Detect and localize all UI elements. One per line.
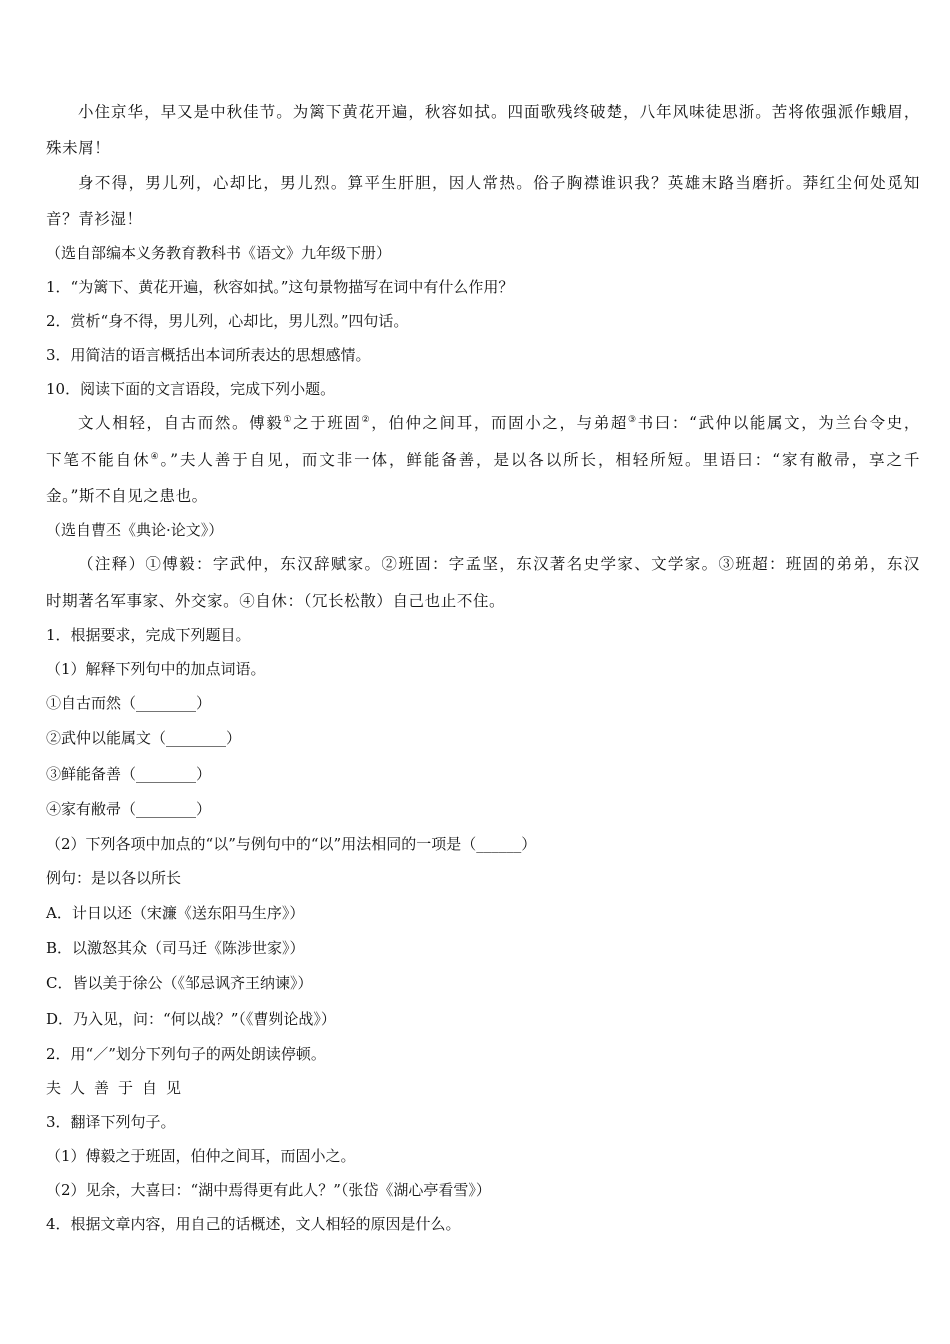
subquestion-3: 3．翻译下列句子。 [46,1113,176,1131]
fill-blank-item: ④家有敝帚（________） [46,800,212,818]
poem-source: （选自部编本义务教育教科书《语文》九年级下册） [46,244,392,262]
poem-line: 身不得，男儿列，心却比，男儿烈。算平生肝胆，因人常热。俗子胸襟谁识我？英雄末路当磨折。莽红尘何处觅知 [78,174,920,192]
example-sentence: 例句：是以各以所长 [46,869,182,887]
option-d: D．乃入见，问：“何以战？”（《曹刿论战》） [46,1010,336,1028]
translate-item: （1）傅毅之于班固，伯仲之间耳，而固小之。 [46,1147,356,1165]
passage-line: 文人相轻，自古而然。傅毅①之于班固②，伯仲之间耳，而固小之，与弟超③书曰：“武仲以能属文，为兰台令史， [78,414,920,432]
passage-line: 金。”斯不自见之患也。 [46,487,208,505]
notes-line: 时期著名军事家、外交家。④自休：（冗长松散）自己也止不住。 [46,592,506,610]
question-9-1: 1．“为篱下、黄花开遍，秋容如拭。”这句景物描写在词中有什么作用？ [46,278,514,296]
subquestion-2: 2．用“／”划分下列句子的两处朗读停顿。 [46,1045,326,1063]
pause-sentence: 夫人善于自见 [46,1079,191,1097]
subquestion-4: 4．根据文章内容，用自己的话概述，文人相轻的原因是什么。 [46,1215,461,1233]
passage-line: 下笔不能自休④。”夫人善于自见，而文非一体，鲜能备善，是以各以所长，相轻所短。里语曰：“家有敝帚，享之千 [46,451,920,469]
translate-item: （2）见余，大喜曰：“湖中焉得更有此人？”（张岱《湖心亭看雪》） [46,1181,491,1199]
question-9-2: 2．赏析“身不得，男儿列，心却比，男儿烈。”四句话。 [46,312,409,330]
passage-source: （选自曹丕《典论·论文》） [46,521,224,539]
option-a: A．计日以还（宋濂《送东阳马生序》） [46,904,305,922]
poem-line: 殊未屑！ [46,139,111,157]
poem-line: 音？青衫湿！ [46,210,143,228]
fill-blank-item: ①自古而然（________） [46,694,212,712]
subquestion-1-1: （1）解释下列句中的加点词语。 [46,660,266,678]
poem-line: 小住京华，早又是中秋佳节。为篱下黄花开遍，秋容如拭。四面歌残终破楚，八年风味徒思浙。苦将侬强派作蛾眉， [78,103,920,121]
question-10-heading: 10．阅读下面的文言语段，完成下列小题。 [46,380,336,398]
fill-blank-item: ②武仲以能属文（________） [46,729,242,747]
question-9-3: 3．用简洁的语言概括出本词所表达的思想感情。 [46,346,371,364]
option-c: C．皆以美于徐公（《邹忌讽齐王纳谏》） [46,974,313,992]
option-b: B．以激怒其众（司马迁《陈涉世家》） [46,939,305,957]
notes-line: （注释）①傅毅：字武仲，东汉辞赋家。②班固：字孟坚，东汉著名史学家、文学家。③班超：班固的弟弟，东汉 [78,555,920,573]
subquestion-1: 1．根据要求，完成下列题目。 [46,626,251,644]
subquestion-1-2: （2）下列各项中加点的“以”与例句中的“以”用法相同的一项是（______） [46,835,537,853]
fill-blank-item: ③鲜能备善（________） [46,765,212,783]
